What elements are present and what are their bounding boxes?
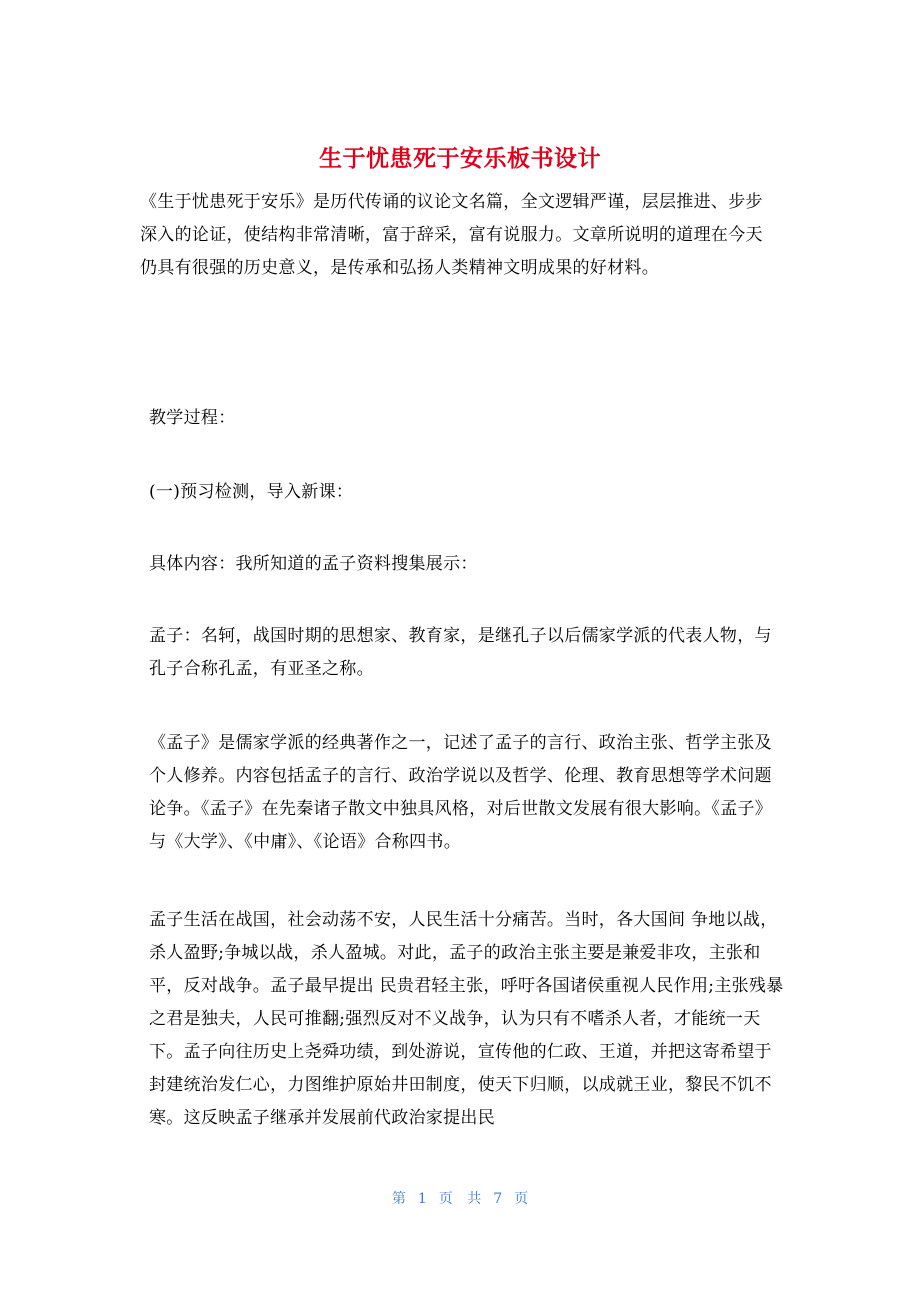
footer-total-pages: 7 xyxy=(493,1191,503,1207)
footer-label-page: 第 xyxy=(391,1191,406,1207)
paragraph-mencius-intro: 孟子：名轲，战国时期的思想家、教育家，是继孔子以后儒家学派的代表人物，与孔子合称孔孟，有亚圣之称。 xyxy=(149,626,772,679)
paragraph-mencius-book: 《孟子》是儒家学派的经典著作之一，记述了孟子的言行、政治主张、哲学主张及个人修养。内容包括孟子的言行、政治学说以及哲学、伦理、教育思想等学术问题论争。《孟子》在先秦诸子散文中独具风格，对后世散文发展有很大影响。《孟子》与《大学》、《中庸》、《论语》合称四书。 xyxy=(149,733,773,852)
document-title: 生于忧患死于安乐板书设计 xyxy=(319,146,601,172)
paragraph-content: 具体内容：我所知道的孟子资料搜集展示： xyxy=(149,554,478,574)
paragraph-teaching-process: 教学过程： xyxy=(149,408,236,428)
intro-paragraph: 《生于忧患死于安乐》是历代传诵的议论文名篇，全文逻辑严谨，层层推进、步步深入的论证，使结构非常清晰，富于辞采，富有说服力。文章所说明的道理在今天仍具有很强的历史意义，是传承和弘扬人类精神文明成果的好材料。 xyxy=(140,192,763,278)
footer-current-page: 1 xyxy=(417,1191,427,1207)
paragraph-mencius-life: 孟子生活在战国，社会动荡不安，人民生活十分痛苦。当时，各大国间 争地以战，杀人盈野;争城以战，杀人盈城。对此，孟子的政治主张主要是兼爱非攻，主张和平，反对战争。孟子最早提出 民贵君轻主张，呼吁各国诸侯重视人民作用;主张残暴之君是独夫，人民可推翻;强烈反对不义战争，认为只有不嗜杀人者，才能统一天下。孟子向往历史上尧舜功绩，到处游说，宣传他的仁政、王道，并把这寄希望于封建统治发仁心，力图维护原始井田制度，使天下归顺，以成就王业，黎民不饥不寒。这反映孟子继承并发展前代政治家提出民 xyxy=(149,910,784,1128)
footer-label-pages: 页 xyxy=(514,1191,529,1207)
paragraph-preview-check: (一)预习检测，导入新课： xyxy=(149,482,354,502)
page-footer xyxy=(0,1188,920,1208)
footer-label-of: 页 共 xyxy=(438,1191,482,1207)
